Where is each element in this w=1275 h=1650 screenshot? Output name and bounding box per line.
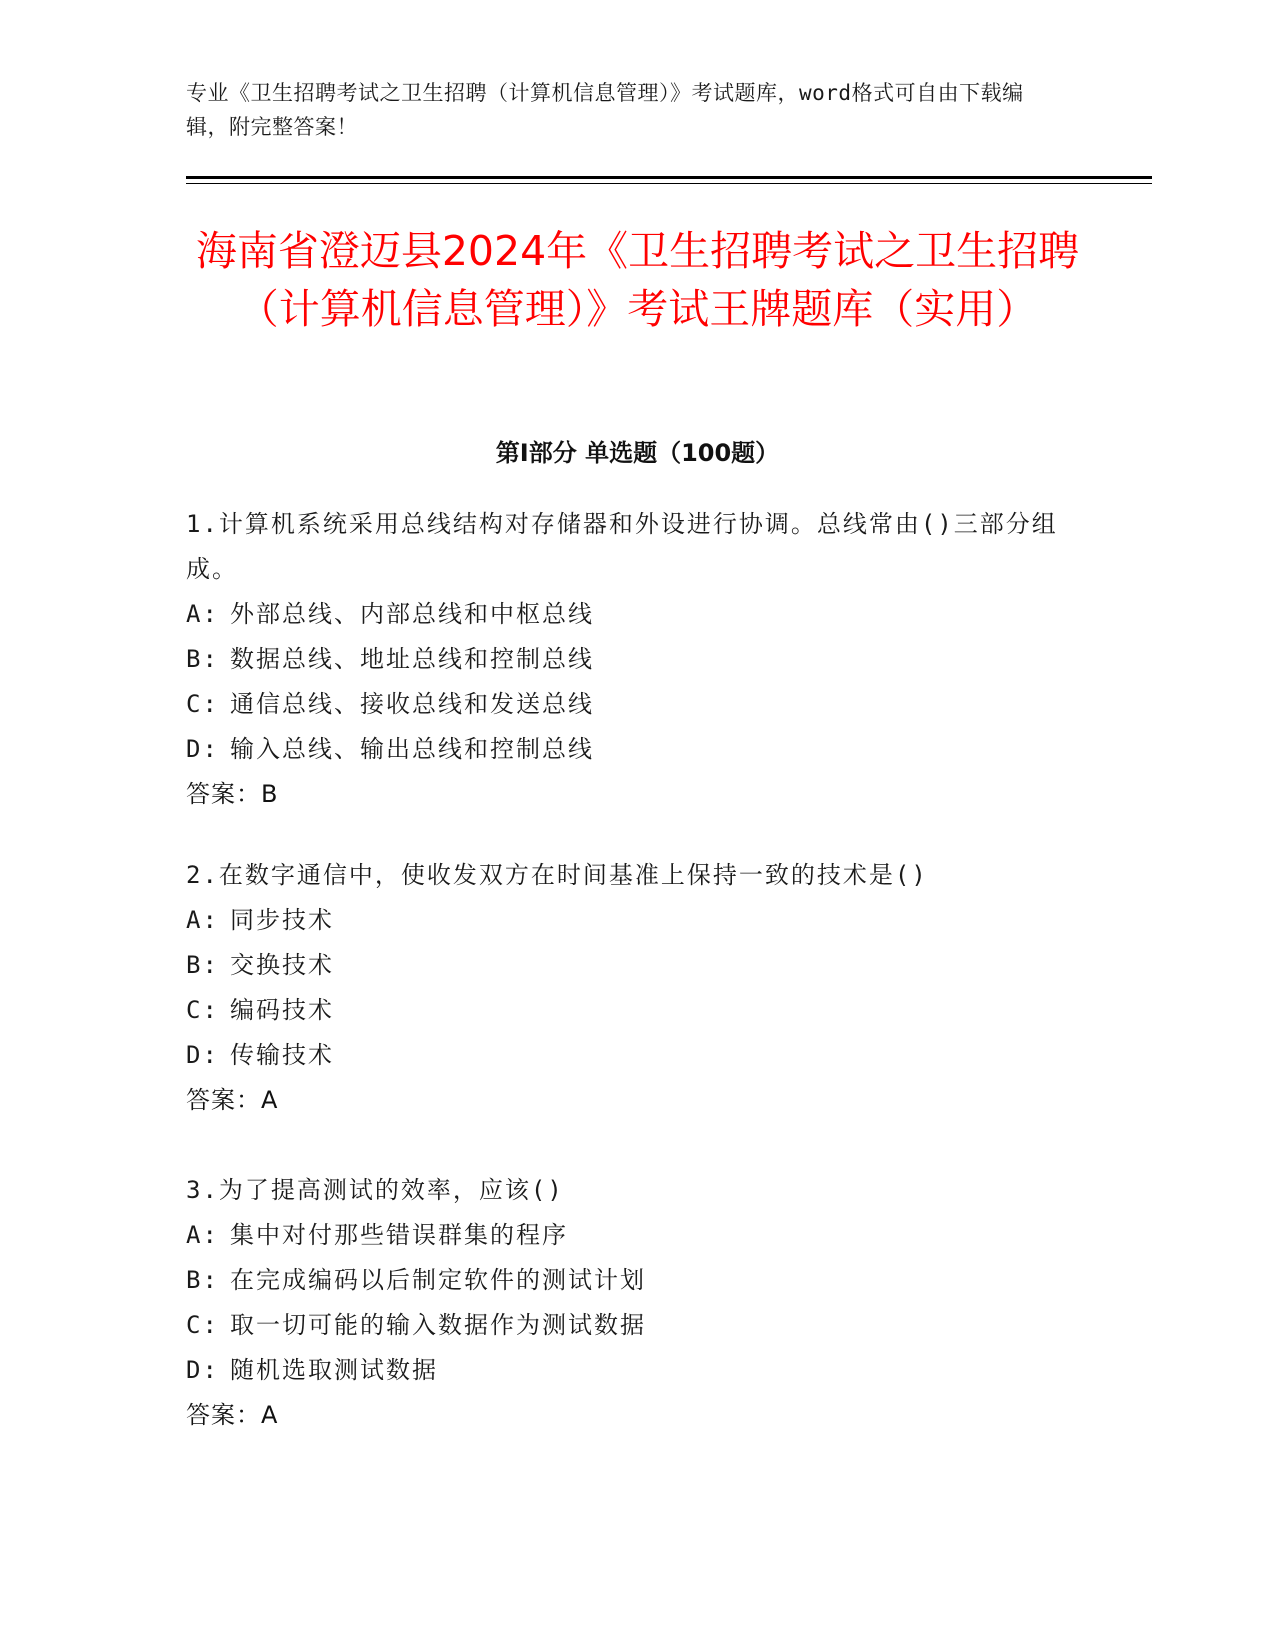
question-option-d (186, 727, 1066, 772)
header-note: 专业《卫生招聘考试之卫生招聘（计算机信息管理）》考试题库，word格式可自由下载编辑，附完整答案！ (186, 81, 1024, 139)
header-rule-thin (186, 183, 1152, 184)
header-rule-thick (186, 176, 1152, 179)
option-letter: A: (186, 906, 219, 934)
question-option-c (186, 988, 1066, 1033)
question-option-d (186, 1033, 1066, 1078)
option-letter: C: (186, 690, 219, 718)
option-text: 传输技术 (230, 1041, 334, 1069)
option-text: 外部总线、内部总线和中枢总线 (230, 600, 594, 628)
document-title: 海南省澄迈县2024年《卫生招聘考试之卫生招聘（计算机信息管理）》考试王牌题库（实用） (195, 227, 1080, 333)
question-option-a (186, 898, 1066, 943)
option-text: 输入总线、输出总线和控制总线 (230, 735, 594, 763)
question-option-a (186, 592, 1066, 637)
question-stem: 3.为了提高测试的效率，应该() (186, 1176, 564, 1204)
option-text: 在完成编码以后制定软件的测试计划 (230, 1266, 646, 1294)
question-1 (186, 502, 1066, 817)
option-letter: B: (186, 1266, 219, 1294)
question-option-c (186, 682, 1066, 727)
option-text: 集中对付那些错误群集的程序 (230, 1221, 568, 1249)
option-letter: C: (186, 1311, 219, 1339)
option-text: 随机选取测试数据 (230, 1356, 438, 1384)
option-text: 编码技术 (230, 996, 334, 1024)
section-heading: 第Ⅰ部分 单选题（100题） (495, 439, 780, 467)
question-3 (186, 1168, 1066, 1438)
option-text: 同步技术 (230, 906, 334, 934)
option-letter: C: (186, 996, 219, 1024)
option-letter: A: (186, 1221, 219, 1249)
question-option-b (186, 1258, 1066, 1303)
question-stem: 2.在数字通信中，使收发双方在时间基准上保持一致的技术是() (186, 861, 928, 889)
option-letter: B: (186, 645, 219, 673)
question-answer: 答案：A (186, 1086, 279, 1114)
option-letter: D: (186, 735, 219, 763)
question-option-b (186, 637, 1066, 682)
question-2 (186, 853, 1066, 1123)
question-option-b (186, 943, 1066, 988)
question-option-c (186, 1303, 1066, 1348)
question-answer: 答案：B (186, 780, 279, 808)
question-stem: 1.计算机系统采用总线结构对存储器和外设进行协调。总线常由()三部分组成。 (186, 510, 1058, 583)
question-answer: 答案：A (186, 1401, 279, 1429)
question-option-a (186, 1213, 1066, 1258)
option-text: 交换技术 (230, 951, 334, 979)
option-letter: B: (186, 951, 219, 979)
option-letter: D: (186, 1356, 219, 1384)
option-text: 数据总线、地址总线和控制总线 (230, 645, 594, 673)
option-text: 通信总线、接收总线和发送总线 (230, 690, 594, 718)
option-text: 取一切可能的输入数据作为测试数据 (230, 1311, 646, 1339)
option-letter: D: (186, 1041, 219, 1069)
question-option-d (186, 1348, 1066, 1393)
option-letter: A: (186, 600, 219, 628)
